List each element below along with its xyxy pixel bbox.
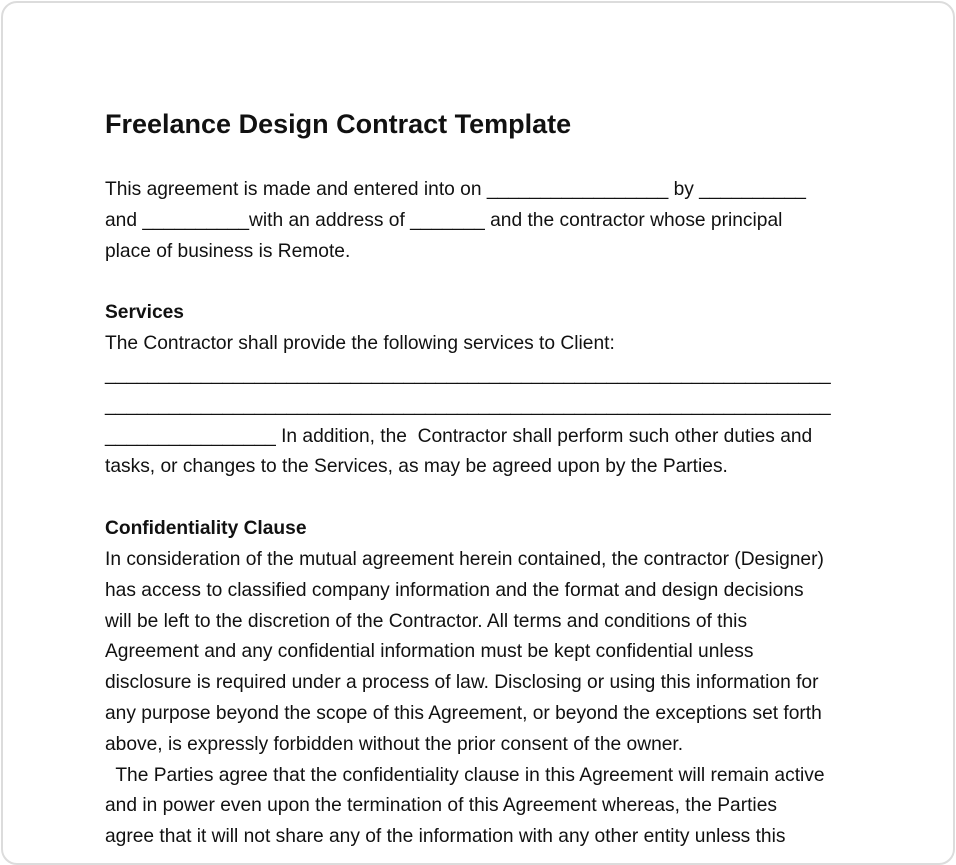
intro-line: This agreement is made and entered into on _________________ by __________ — [105, 179, 806, 200]
confidentiality-line: The Parties agree that the confidentiality clause in this Agreement will remain active — [105, 764, 825, 786]
intro-line: place of business is Remote. — [105, 240, 351, 262]
services-section — [105, 298, 885, 483]
contract-document — [105, 104, 885, 853]
services-blank-line: ____________________________________________________________________ — [105, 363, 831, 385]
confidentiality-line: will be left to the discretion of the Contractor. All terms and conditions of this — [105, 610, 748, 632]
services-heading: Services — [105, 302, 184, 324]
services-blank-line: ____________________________________________________________________ — [105, 394, 831, 416]
services-line: tasks, or changes to the Services, as may be agreed upon by the Parties. — [105, 456, 728, 478]
confidentiality-line: and in power even upon the termination of this Agreement whereas, the Parties — [105, 795, 777, 817]
intro-line: and __________with an address of _______ and the contractor whose principal — [105, 209, 783, 231]
confidentiality-line: any purpose beyond the scope of this Agreement, or beyond the exceptions set forth — [105, 702, 822, 724]
confidentiality-line: agree that it will not share any of the information with any other entity unless this — [105, 826, 786, 848]
document-title: Freelance Design Contract Template — [105, 109, 572, 139]
confidentiality-line: Agreement and any confidential information must be kept confidential unless — [105, 641, 754, 663]
confidentiality-line: In consideration of the mutual agreement herein contained, the contractor (Designer) — [105, 548, 824, 570]
intro-paragraph — [105, 175, 885, 267]
confidentiality-heading: Confidentiality Clause — [105, 518, 307, 540]
document-frame — [1, 1, 955, 865]
confidentiality-line: above, is expressly forbidden without the prior consent of the owner. — [105, 733, 684, 755]
confidentiality-line: has access to classified company information and the format and design decisions — [105, 579, 804, 601]
services-line: The Contractor shall provide the following services to Client: — [105, 333, 615, 355]
confidentiality-section — [105, 514, 885, 853]
confidentiality-line: disclosure is required under a process of law. Disclosing or using this information for — [105, 672, 819, 694]
services-line: ________________ In addition, the Contractor shall perform such other duties and — [105, 425, 813, 447]
